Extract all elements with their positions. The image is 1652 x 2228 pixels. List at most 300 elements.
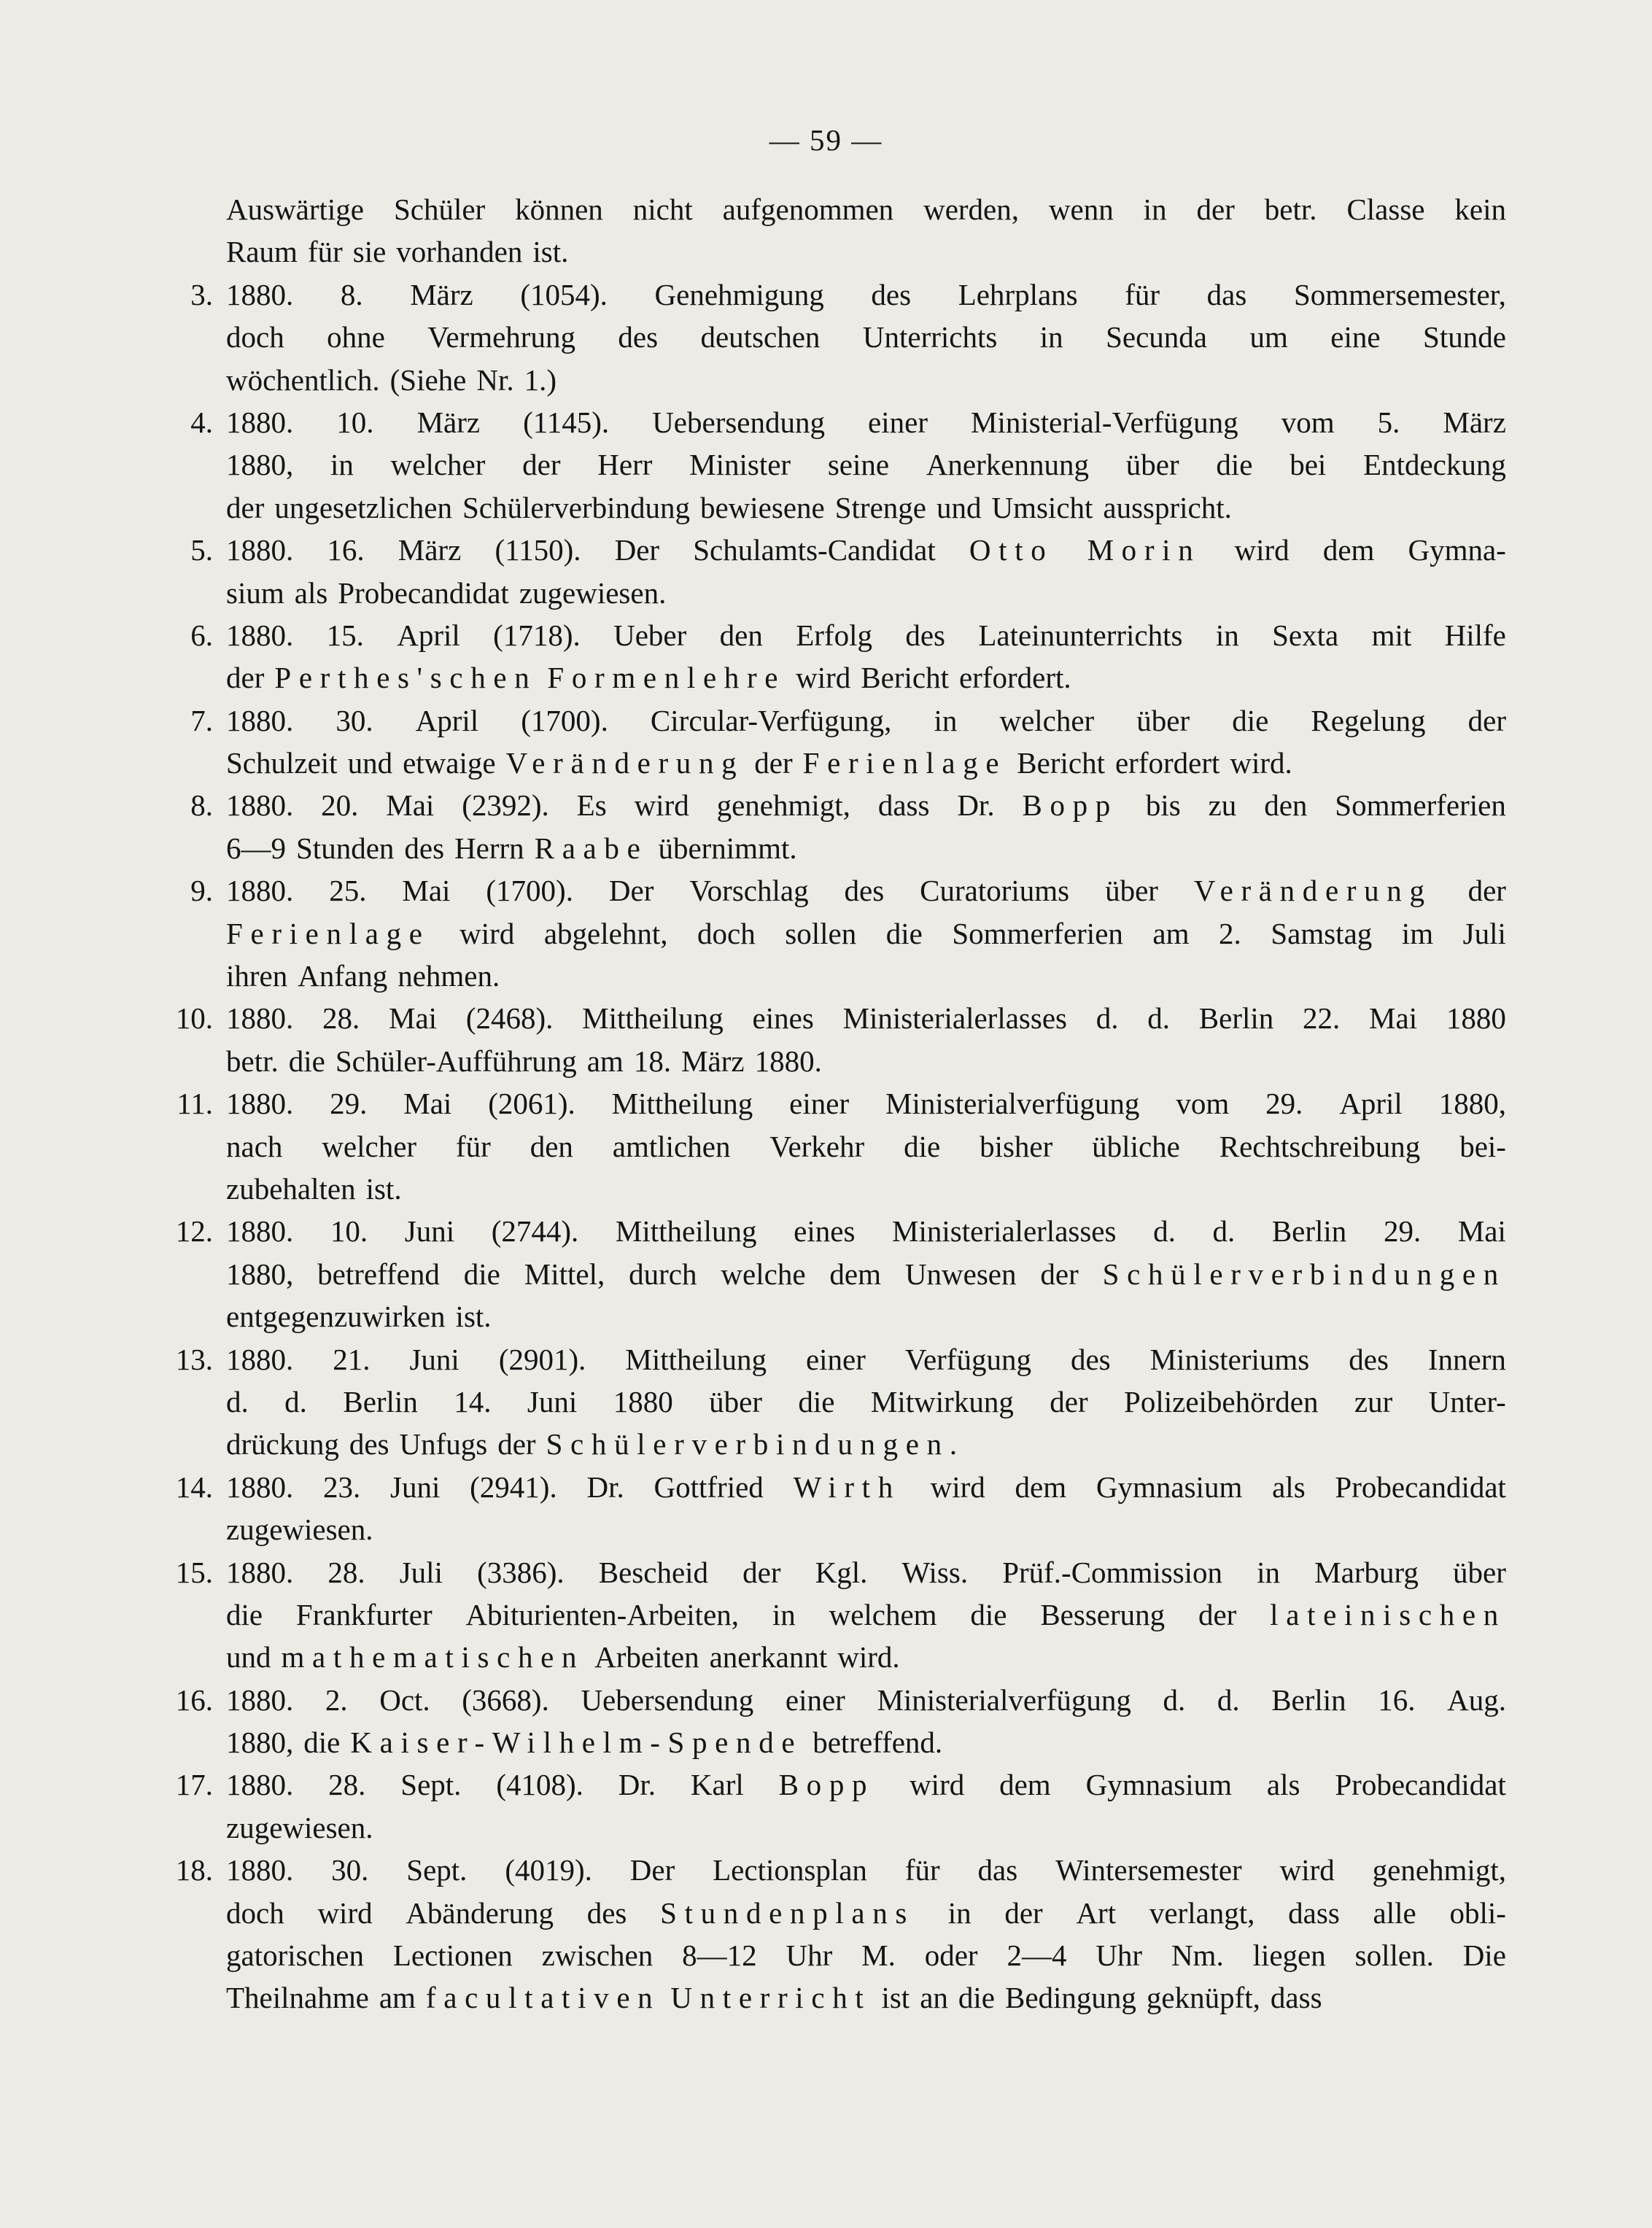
text-line bbox=[226, 1594, 1506, 1636]
entry-number: 7. bbox=[190, 703, 213, 737]
entry-item bbox=[177, 1082, 1506, 1210]
word: Ministerialverfügung bbox=[885, 1087, 1140, 1121]
word: welche bbox=[721, 1257, 806, 1291]
word: eines bbox=[752, 1001, 814, 1036]
word: Lateinunterrichts bbox=[978, 618, 1183, 652]
word: Raabe bbox=[534, 831, 648, 865]
word: (3386). bbox=[477, 1555, 565, 1589]
word: 1880. bbox=[226, 405, 294, 439]
word: durch bbox=[629, 1257, 697, 1291]
word: Ministerial-Verfügung bbox=[971, 405, 1238, 439]
word: Lectionsplan bbox=[713, 1853, 867, 1887]
word: Prüf.-Commission bbox=[1002, 1555, 1223, 1589]
text-line bbox=[226, 188, 1506, 230]
word: 1880 bbox=[613, 1384, 673, 1418]
word: Herr bbox=[597, 448, 653, 482]
word: 1880. bbox=[226, 788, 294, 823]
word: drückung bbox=[226, 1427, 339, 1462]
word: Der bbox=[629, 1853, 675, 1887]
text-line bbox=[177, 1082, 1506, 1125]
word: und bbox=[226, 1640, 271, 1674]
word: M. bbox=[861, 1938, 896, 1973]
text-line bbox=[226, 1934, 1506, 1976]
word: Hilfe bbox=[1444, 618, 1506, 652]
entry-item bbox=[175, 1466, 1506, 1551]
text-line bbox=[175, 997, 1506, 1039]
word: liegen bbox=[1252, 1938, 1326, 1973]
word: (1054). bbox=[520, 277, 608, 311]
word: bis bbox=[1145, 788, 1181, 823]
text-line bbox=[226, 1125, 1506, 1168]
word: Uebersendung bbox=[581, 1682, 754, 1717]
word: März bbox=[1443, 405, 1506, 439]
word: 28. bbox=[328, 1768, 366, 1802]
word: (1145). bbox=[523, 405, 610, 439]
word: der bbox=[1198, 1597, 1237, 1631]
word: (2061). bbox=[488, 1087, 575, 1121]
word: (2744). bbox=[491, 1214, 579, 1249]
word: ist bbox=[881, 1981, 910, 2015]
word: dem bbox=[999, 1768, 1051, 1802]
word: Art bbox=[1076, 1895, 1117, 1930]
word: des bbox=[1349, 1342, 1389, 1376]
word: Schülerverbindungen. bbox=[546, 1427, 965, 1462]
word: 10. bbox=[330, 1214, 368, 1249]
word: wird. bbox=[1230, 746, 1292, 780]
word: (1718). bbox=[493, 618, 581, 652]
entry-number: 3. bbox=[190, 277, 213, 311]
word: werden, bbox=[923, 193, 1020, 226]
word: betreffend bbox=[317, 1257, 440, 1291]
word: 30. bbox=[336, 703, 373, 737]
word: wird. bbox=[837, 1640, 900, 1674]
text-line bbox=[226, 912, 1506, 955]
word: 10. bbox=[336, 405, 374, 439]
body-text bbox=[175, 188, 1506, 2019]
word: als bbox=[294, 575, 328, 610]
word: 30. bbox=[331, 1853, 369, 1887]
word: des bbox=[905, 618, 946, 652]
text-line bbox=[175, 1849, 1506, 1891]
word: sollen. bbox=[1354, 1938, 1434, 1973]
entry-item bbox=[190, 869, 1506, 997]
word: Dr. bbox=[618, 1768, 656, 1802]
word: d. bbox=[1217, 1682, 1240, 1717]
word: Verfügung bbox=[904, 1342, 1031, 1376]
word: an bbox=[920, 1981, 948, 2015]
text-line bbox=[226, 1636, 1506, 1678]
word: 1880. bbox=[226, 874, 294, 908]
word: Mai bbox=[402, 874, 451, 908]
word: welcher bbox=[390, 448, 486, 482]
word: der bbox=[522, 448, 561, 482]
word: (Siehe bbox=[389, 362, 467, 397]
word: ausspricht. bbox=[1103, 490, 1232, 524]
text-line bbox=[226, 1423, 1506, 1465]
word: Juli bbox=[399, 1555, 443, 1589]
word: Morin bbox=[1087, 533, 1201, 567]
word: 28. bbox=[322, 1001, 360, 1036]
word: in bbox=[1257, 1555, 1281, 1589]
word: Uebersendung bbox=[652, 405, 825, 439]
word: die bbox=[798, 1384, 835, 1418]
page-number: — 59 — bbox=[769, 123, 883, 157]
word: lateinischen bbox=[1270, 1597, 1506, 1631]
word: Schülerverbindung bbox=[462, 490, 690, 524]
entry-item bbox=[190, 614, 1506, 699]
word: verlangt, bbox=[1149, 1895, 1255, 1930]
word: mit bbox=[1371, 618, 1412, 652]
entry-item bbox=[175, 997, 1506, 1082]
word: am bbox=[586, 1044, 624, 1078]
word: dem bbox=[1322, 533, 1375, 567]
text-line bbox=[226, 1892, 1506, 1934]
word: übernimmt. bbox=[658, 831, 797, 865]
word: 18. bbox=[633, 1044, 672, 1078]
word: Unfugs bbox=[399, 1427, 488, 1462]
text-line bbox=[226, 1976, 1506, 2019]
word: betr. bbox=[226, 1044, 279, 1078]
word: Probecandidat bbox=[1335, 1470, 1506, 1504]
word: Anerkennung bbox=[926, 448, 1089, 482]
word: (1700). bbox=[486, 874, 573, 908]
word: Wirth bbox=[793, 1470, 901, 1504]
word: Circular-Verfügung, bbox=[650, 703, 892, 737]
word: Bericht bbox=[1017, 746, 1105, 780]
word: Lehrplans bbox=[958, 277, 1078, 311]
word: Unterricht bbox=[670, 1981, 872, 2015]
word: d. bbox=[226, 1384, 249, 1418]
text-line bbox=[175, 1551, 1506, 1594]
word: wöchentlich. bbox=[226, 362, 380, 397]
word: (2901). bbox=[498, 1342, 586, 1376]
word: Oct. bbox=[379, 1682, 430, 1717]
word: (1150). bbox=[495, 533, 581, 567]
word: Mittheilung bbox=[625, 1342, 767, 1376]
word: 29. bbox=[330, 1087, 368, 1121]
word: der bbox=[1467, 703, 1506, 737]
word: 23. bbox=[323, 1470, 361, 1504]
text-line bbox=[190, 401, 1506, 443]
text-line bbox=[226, 1806, 1506, 1849]
word: des bbox=[844, 874, 885, 908]
word: sie bbox=[352, 235, 387, 269]
word: des bbox=[349, 1427, 389, 1462]
word: d. bbox=[1212, 1214, 1236, 1249]
word: in bbox=[330, 448, 354, 482]
word: Sept. bbox=[400, 1768, 462, 1802]
word: oder bbox=[924, 1938, 978, 1973]
word: der bbox=[1050, 1384, 1088, 1418]
word: übliche bbox=[1092, 1129, 1180, 1163]
word: d. bbox=[1147, 1001, 1171, 1036]
word: Probecandidat bbox=[338, 575, 509, 610]
text-line bbox=[226, 1040, 1506, 1082]
word: der bbox=[754, 746, 793, 780]
word: Frankfurter bbox=[295, 1597, 433, 1631]
word: Stunde bbox=[1423, 320, 1506, 354]
word: Kaiser-Wilhelm-Spende bbox=[350, 1726, 803, 1760]
word: Berlin bbox=[1271, 1682, 1346, 1717]
word: Uhr bbox=[1095, 1938, 1143, 1973]
word: Bescheid bbox=[598, 1555, 709, 1589]
word: 22. bbox=[1303, 1001, 1341, 1036]
word: zu bbox=[1208, 788, 1237, 823]
word: betreffend. bbox=[813, 1726, 943, 1760]
word: Mai bbox=[389, 1001, 438, 1036]
word: Unter- bbox=[1428, 1384, 1506, 1418]
entry-item bbox=[175, 1679, 1506, 1764]
text-line bbox=[226, 316, 1506, 358]
word: 2—4 bbox=[1007, 1938, 1067, 1973]
word: (2941). bbox=[470, 1470, 557, 1504]
word: Umsicht bbox=[991, 490, 1093, 524]
word: aufgenommen bbox=[722, 193, 894, 226]
word: Sept. bbox=[406, 1853, 468, 1887]
entry-number: 4. bbox=[190, 405, 213, 439]
word: Schüler bbox=[393, 193, 486, 226]
word: eines bbox=[794, 1214, 856, 1249]
word: 15. bbox=[326, 618, 364, 652]
word: den bbox=[719, 618, 763, 652]
word: den bbox=[530, 1129, 573, 1163]
word: 1880. bbox=[226, 1214, 294, 1249]
word: dass bbox=[877, 788, 930, 823]
text-line bbox=[226, 359, 1506, 401]
word: Dr. bbox=[586, 1470, 624, 1504]
word: bisher bbox=[980, 1129, 1053, 1163]
word: d. bbox=[1095, 1001, 1119, 1036]
word: sium bbox=[226, 575, 284, 610]
word: facultativen bbox=[425, 1981, 661, 2015]
entry-item bbox=[190, 699, 1506, 785]
text-line bbox=[226, 1721, 1506, 1763]
word: 29. bbox=[1383, 1214, 1422, 1249]
word: Bedingung bbox=[1004, 1981, 1136, 2015]
word: April bbox=[397, 618, 460, 652]
word: Mittel, bbox=[524, 1257, 605, 1291]
text-line bbox=[190, 273, 1506, 316]
word: amtlichen bbox=[612, 1129, 731, 1163]
word: die bbox=[303, 1726, 341, 1760]
word: Mai bbox=[1457, 1214, 1506, 1249]
word: alle bbox=[1373, 1895, 1416, 1930]
entry-item bbox=[175, 1210, 1506, 1338]
word: genehmigt, bbox=[1372, 1853, 1506, 1887]
word: Erfolg bbox=[796, 618, 872, 652]
word: Probecandidat bbox=[1335, 1768, 1506, 1802]
word: wird bbox=[1279, 1853, 1335, 1887]
word: Raum bbox=[226, 235, 298, 269]
word: des bbox=[586, 1895, 627, 1930]
word: doch bbox=[226, 1895, 284, 1930]
text-line bbox=[226, 572, 1506, 614]
word: Ministerialerlasses bbox=[892, 1214, 1117, 1249]
word: Juni bbox=[527, 1384, 578, 1418]
word: der bbox=[226, 490, 265, 524]
word: 20. bbox=[321, 788, 359, 823]
word: Anfang bbox=[298, 959, 388, 993]
word: April bbox=[415, 703, 479, 737]
text-line bbox=[226, 443, 1506, 486]
word: über bbox=[1453, 1555, 1506, 1589]
word: erfordert bbox=[1114, 746, 1220, 780]
word: Vermehrung bbox=[427, 320, 575, 354]
word: gatorischen bbox=[226, 1938, 364, 1973]
word: in bbox=[1215, 618, 1239, 652]
word: doch bbox=[697, 916, 756, 950]
entry-item bbox=[175, 1551, 1506, 1679]
word: 1880, bbox=[226, 448, 294, 482]
word: die bbox=[226, 1597, 263, 1631]
word: März bbox=[681, 1044, 745, 1078]
word: 1880. bbox=[226, 1555, 294, 1589]
word: für bbox=[307, 235, 343, 269]
word: Wintersemester bbox=[1055, 1853, 1242, 1887]
text-line bbox=[190, 614, 1506, 656]
word: Der bbox=[608, 874, 654, 908]
word: die bbox=[463, 1257, 500, 1291]
word: können bbox=[515, 193, 603, 226]
word: seine bbox=[827, 448, 890, 482]
word: Curatoriums bbox=[920, 874, 1070, 908]
word: Bopp bbox=[1022, 788, 1118, 823]
word: der bbox=[497, 1427, 536, 1462]
word: Unwesen bbox=[904, 1257, 1017, 1291]
word: zwischen bbox=[541, 1938, 654, 1973]
word: wird bbox=[317, 1895, 373, 1930]
text-line bbox=[226, 1253, 1506, 1295]
word: 16. bbox=[1378, 1682, 1416, 1717]
word: Polizeibehörden bbox=[1124, 1384, 1319, 1418]
text-line bbox=[190, 529, 1506, 571]
word: Bericht bbox=[861, 661, 949, 695]
entry-number: 6. bbox=[190, 618, 213, 652]
word: ungesetzlichen bbox=[274, 490, 452, 524]
word: Wiss. bbox=[901, 1555, 969, 1589]
word: Dr. bbox=[957, 788, 995, 823]
word: einer bbox=[785, 1682, 845, 1717]
word: nach bbox=[226, 1129, 283, 1163]
word: Rechtschreibung bbox=[1219, 1129, 1421, 1163]
word: 1880. bbox=[226, 533, 294, 567]
word: zur bbox=[1354, 1384, 1393, 1418]
word: Ministerialverfügung bbox=[877, 1682, 1131, 1717]
word: Juni bbox=[390, 1470, 441, 1504]
word: Schulamts-Candidat bbox=[693, 533, 936, 567]
text-line bbox=[226, 742, 1506, 784]
word: wird bbox=[634, 788, 689, 823]
word: doch bbox=[226, 320, 284, 354]
word: 1880. bbox=[226, 703, 294, 737]
entry-item bbox=[175, 1338, 1506, 1466]
word: Herrn bbox=[454, 831, 524, 865]
entry-number: 17. bbox=[175, 1768, 213, 1802]
word: der bbox=[1196, 193, 1235, 226]
text-line bbox=[175, 1338, 1506, 1381]
word: die bbox=[904, 1129, 941, 1163]
word: Otto bbox=[969, 533, 1054, 567]
word: vorhanden bbox=[396, 235, 523, 269]
word: über bbox=[1105, 874, 1158, 908]
word: für bbox=[1125, 277, 1160, 311]
word: 1880. bbox=[226, 1768, 294, 1802]
word: als bbox=[1266, 1768, 1300, 1802]
word: bei- bbox=[1459, 1129, 1506, 1163]
word: 1880. bbox=[226, 1001, 294, 1036]
word: über bbox=[1125, 448, 1179, 482]
word: in bbox=[1143, 193, 1167, 226]
text-line bbox=[190, 784, 1506, 826]
word: einer bbox=[805, 1342, 866, 1376]
word: über bbox=[709, 1384, 762, 1418]
word: Besserung bbox=[1040, 1597, 1166, 1631]
entry-number: 14. bbox=[175, 1470, 213, 1504]
word: sollen bbox=[785, 916, 857, 950]
entry-number: 10. bbox=[175, 1001, 213, 1036]
word: obli- bbox=[1449, 1895, 1506, 1930]
word: Gymnasium bbox=[1085, 1768, 1233, 1802]
word: vom bbox=[1281, 405, 1335, 439]
word: (2392). bbox=[462, 788, 549, 823]
word: wird bbox=[910, 1768, 965, 1802]
word: und bbox=[936, 490, 982, 524]
word: der bbox=[1040, 1257, 1079, 1291]
word: welcher bbox=[322, 1129, 417, 1163]
word: bewiesene bbox=[699, 490, 825, 524]
word: Arbeiten bbox=[594, 1640, 699, 1674]
word: Sommersemester, bbox=[1293, 277, 1506, 311]
word: Vorschlag bbox=[689, 874, 809, 908]
word: Formenlehre bbox=[547, 661, 786, 695]
text-line bbox=[226, 827, 1506, 869]
text-line bbox=[226, 955, 1506, 997]
word: Die bbox=[1462, 1938, 1506, 1973]
word: für bbox=[904, 1853, 940, 1887]
word: Strenge bbox=[834, 490, 926, 524]
word: geknüpft, bbox=[1146, 1981, 1260, 2015]
word: entgegenzuwirken bbox=[226, 1300, 446, 1334]
word: Abänderung bbox=[406, 1895, 554, 1930]
word: einer bbox=[868, 405, 928, 439]
word: 1880. bbox=[754, 1044, 822, 1078]
text-line bbox=[175, 1763, 1506, 1806]
word: Stundenplans bbox=[660, 1895, 915, 1930]
word: März bbox=[416, 405, 481, 439]
word: ist. bbox=[532, 235, 569, 269]
entry-number: 18. bbox=[175, 1853, 213, 1887]
word: Aug. bbox=[1447, 1682, 1506, 1717]
word: Genehmigung bbox=[654, 277, 824, 311]
entry-item bbox=[190, 529, 1506, 614]
word: 1880, bbox=[226, 1257, 294, 1291]
word: die bbox=[970, 1597, 1007, 1631]
word: anerkannt bbox=[709, 1640, 828, 1674]
word: 6—9 bbox=[226, 831, 286, 865]
word: der bbox=[742, 1555, 781, 1589]
word: Schüler-Aufführung bbox=[335, 1044, 577, 1078]
word: wird bbox=[796, 661, 851, 695]
word: 1880. bbox=[226, 1342, 294, 1376]
word: des bbox=[618, 320, 659, 354]
word: Nr. bbox=[476, 362, 514, 397]
word: Bopp bbox=[778, 1768, 875, 1802]
word: zugewiesen. bbox=[226, 1513, 373, 1547]
word: eine bbox=[1330, 320, 1381, 354]
word: Ferienlage bbox=[226, 916, 430, 950]
word: einer bbox=[789, 1087, 850, 1121]
word: Uhr bbox=[786, 1938, 833, 1973]
